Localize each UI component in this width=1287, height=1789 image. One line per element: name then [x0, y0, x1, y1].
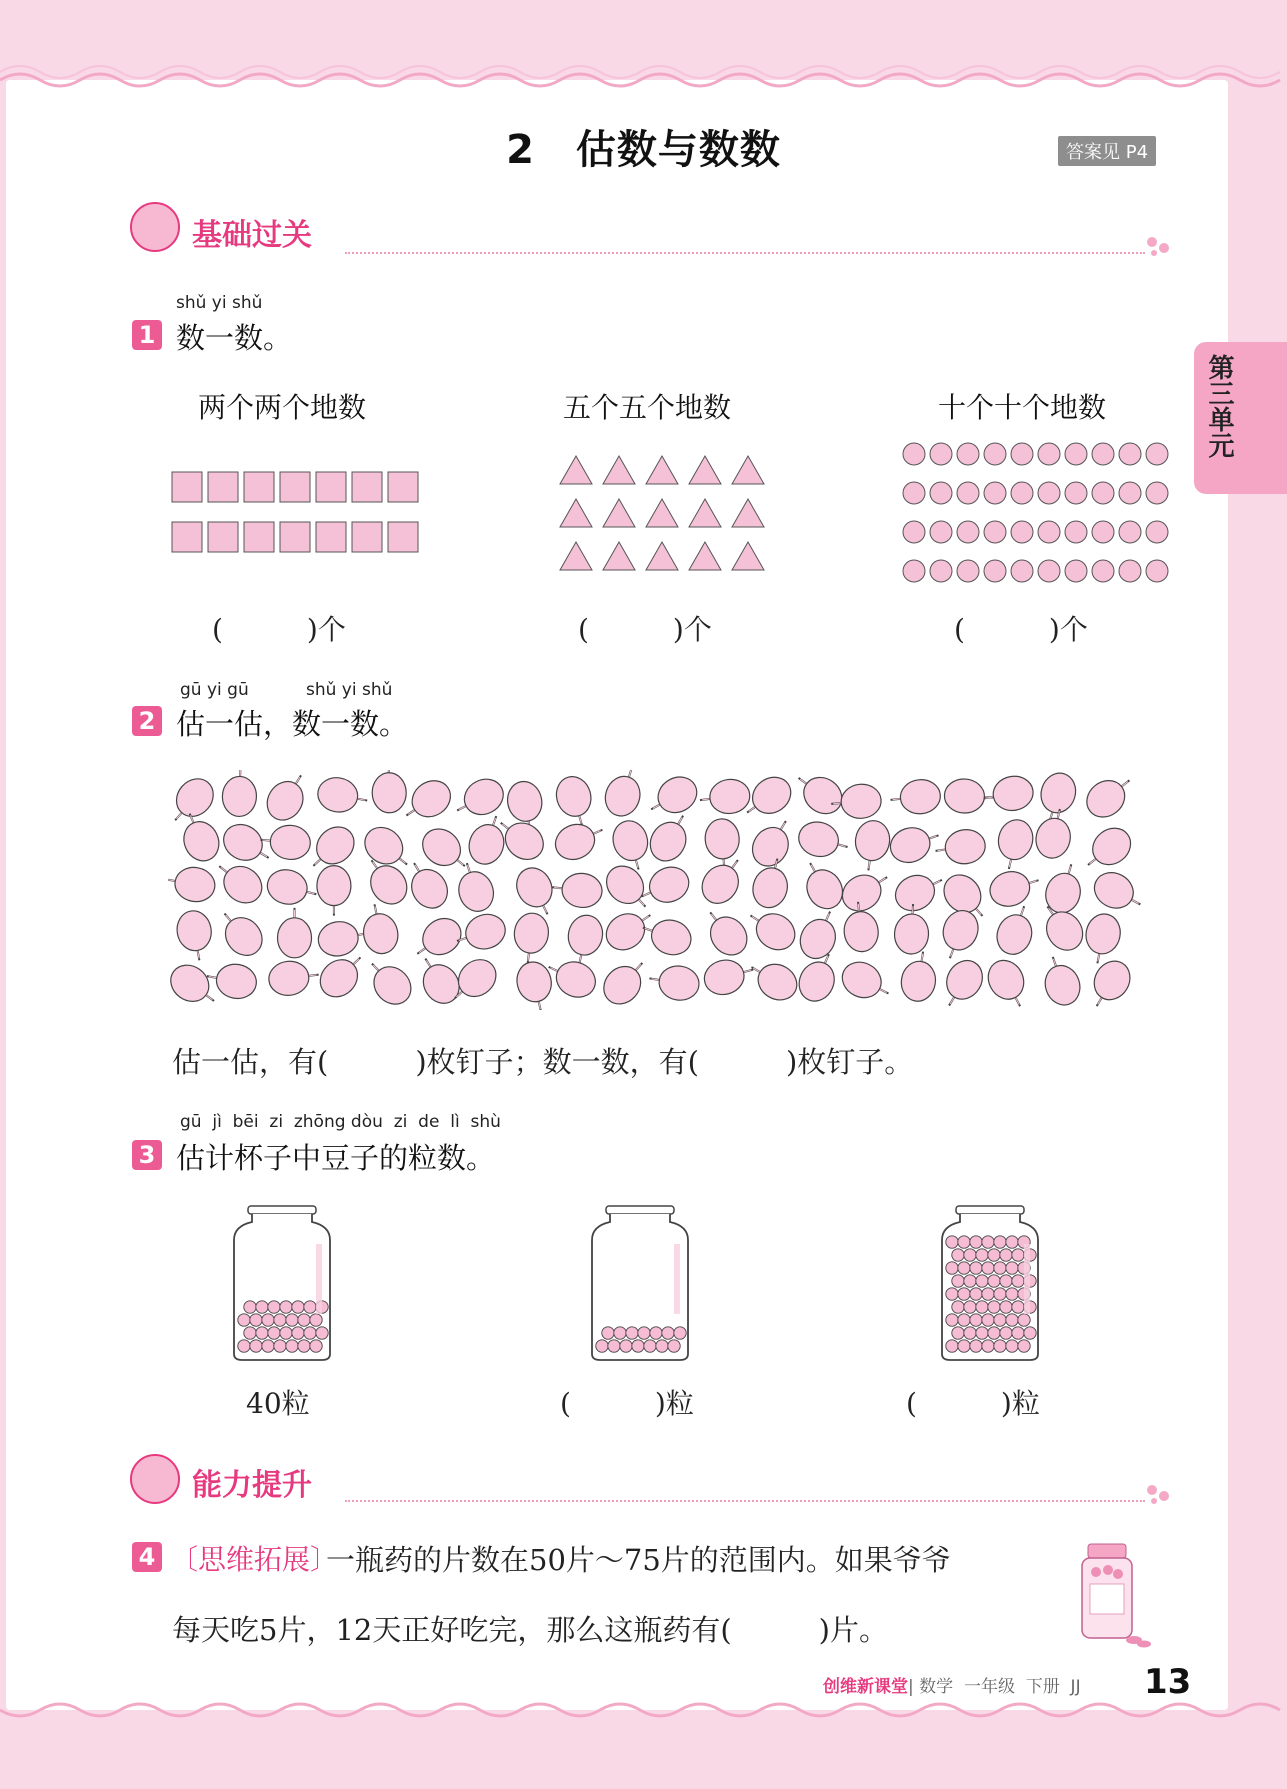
thumbtack-icon [794, 905, 845, 965]
thumbtack-icon [264, 866, 321, 911]
section-basic-divider [345, 252, 1145, 254]
bean-dot [994, 1236, 1006, 1248]
bean-dot [1000, 1301, 1012, 1313]
thumbtack-icon [596, 952, 655, 1010]
thumbtack-icon [204, 959, 259, 1001]
bean-dot [668, 1340, 680, 1352]
thumbtack-icon [1081, 911, 1124, 967]
triangle-shape [560, 542, 592, 570]
triangle-shape [560, 456, 592, 484]
q1-group1-answer[interactable]: ( )个 [212, 613, 346, 646]
thumbtack-icon [217, 818, 277, 873]
circle-shape [1146, 443, 1168, 465]
bean-dot [632, 1340, 644, 1352]
square-shape [208, 472, 238, 502]
thumbtack-icon [934, 906, 984, 965]
circle-shape [957, 560, 979, 582]
thumbtack-icon [511, 911, 551, 965]
thumbtack-icon [360, 952, 419, 1010]
square-shape [352, 522, 382, 552]
triangle-shape [689, 499, 721, 527]
circle-shape [930, 482, 952, 504]
q2-prompt: 估一估，数一数。 [176, 707, 409, 741]
circle-shape [957, 443, 979, 465]
bean-dot [946, 1262, 958, 1274]
thumbtack-icon [552, 773, 598, 830]
thumbtack-icon [981, 773, 1036, 815]
triangle-shape [646, 456, 678, 484]
circle-shape [1011, 521, 1033, 543]
q3-number-badge: 3 [132, 1140, 162, 1170]
circle-shape [984, 443, 1006, 465]
bean-dot [964, 1249, 976, 1261]
bean-dot [1006, 1288, 1018, 1300]
bean-dot [298, 1314, 310, 1326]
bean-dot [952, 1275, 964, 1287]
bean-dot [608, 1340, 620, 1352]
q3-jar1-label: 40粒 [246, 1387, 310, 1420]
bean-dot [982, 1236, 994, 1248]
circle-shape [1146, 482, 1168, 504]
circle-shape [1038, 521, 1060, 543]
square-shape [352, 472, 382, 502]
bean-dot [286, 1314, 298, 1326]
thumbtack-icon [563, 912, 607, 968]
bean-dot [946, 1340, 958, 1352]
circle-shape [957, 521, 979, 543]
page-title: 2 估数与数数 [506, 127, 781, 173]
monkey-mascot-icon-2 [130, 1454, 180, 1504]
thumbtack-icon [358, 901, 402, 957]
bean-dot [958, 1314, 970, 1326]
thumbtack-icon [315, 774, 371, 817]
circle-shape [1092, 560, 1114, 582]
bean-dot [958, 1288, 970, 1300]
thumbtack-icon [259, 823, 312, 861]
bean-dot [1012, 1275, 1024, 1287]
thumbtack-icon [372, 770, 407, 813]
thumbtack-icon [836, 863, 896, 918]
circle-shape [1119, 521, 1141, 543]
bean-dot [964, 1327, 976, 1339]
bean-dot [958, 1236, 970, 1248]
footer-book-info: | 数学 一年级 下册 JJ [908, 1677, 1081, 1697]
jar-lid [248, 1206, 316, 1214]
bean-dot [976, 1327, 988, 1339]
thumbtack-icon [600, 770, 648, 820]
q1-triangles-group [556, 452, 776, 577]
thumbtack-icon [982, 954, 1035, 1010]
bean-dot [952, 1249, 964, 1261]
bean-dot [946, 1314, 958, 1326]
q1-group2-label: 五个五个地数 [563, 391, 732, 424]
bean-dot [970, 1288, 982, 1300]
bean-dot [988, 1301, 1000, 1313]
unit-side-tab [1194, 342, 1287, 494]
bean-dot [280, 1327, 292, 1339]
circle-shape [903, 560, 925, 582]
bean-dot [946, 1236, 958, 1248]
thumbtack-icon [890, 865, 950, 917]
section-basic-label: 基础过关 [192, 218, 312, 253]
triangle-shape [732, 542, 764, 570]
q4-number-badge: 4 [132, 1542, 162, 1572]
divider-dots-icon [1146, 236, 1174, 256]
thumbtack-icon [643, 770, 703, 824]
jar-highlight [316, 1244, 322, 1314]
thumbtack-icon [889, 778, 942, 817]
bean-dot [238, 1340, 250, 1352]
bean-dot [970, 1314, 982, 1326]
thumbtack-icon [513, 959, 557, 1010]
thumbtack-icon [992, 816, 1036, 872]
section-advanced-divider [345, 1500, 1145, 1502]
circle-shape [1011, 560, 1033, 582]
circle-shape [903, 443, 925, 465]
footer-info [823, 1672, 1081, 1697]
triangle-shape [646, 542, 678, 570]
bean-dot [304, 1301, 316, 1313]
q3-prompt: 估计杯子中豆子的粒数。 [176, 1141, 496, 1175]
section-advanced-label: 能力提升 [192, 1468, 312, 1503]
bean-dot [292, 1327, 304, 1339]
bean-dot [1012, 1249, 1024, 1261]
thumbtack-icon [746, 812, 801, 872]
circle-shape [1065, 560, 1087, 582]
bean-dot [988, 1327, 1000, 1339]
bean-dot [982, 1340, 994, 1352]
triangle-shape [603, 456, 635, 484]
thumbtack-icon [222, 770, 258, 817]
thumbtack-icon [852, 818, 893, 872]
wavy-border-top [0, 50, 1287, 90]
circle-shape [1038, 560, 1060, 582]
medicine-bottle-icon [1072, 1540, 1152, 1650]
circle-shape [903, 482, 925, 504]
thumbtack-icon [168, 958, 224, 1010]
page-number: 13 [1144, 1662, 1192, 1702]
triangle-shape [560, 499, 592, 527]
bean-dot [298, 1340, 310, 1352]
bean-dot [994, 1262, 1006, 1274]
bean-dot [304, 1327, 316, 1339]
q1-number-badge: 1 [132, 320, 162, 350]
thumbtack-icon [550, 814, 610, 865]
bean-dot [988, 1275, 1000, 1287]
bean-dot [982, 1288, 994, 1300]
thumbtack-icon [795, 855, 849, 915]
thumbtack-icon [1088, 866, 1148, 919]
q3-jar-low [584, 1204, 696, 1366]
thumbtack-icon [168, 863, 218, 905]
triangle-shape [689, 542, 721, 570]
circle-shape [1065, 482, 1087, 504]
q4-line1: 一瓶药的片数在50片～75片的范围内。如果爷爷 [326, 1543, 951, 1577]
bean-dot [310, 1314, 322, 1326]
bean-dot [952, 1327, 964, 1339]
thumbtack-icon [741, 901, 801, 957]
circle-shape [930, 560, 952, 582]
triangle-shape [732, 499, 764, 527]
q1-group3-label: 十个十个地数 [938, 391, 1107, 424]
triangle-shape [732, 456, 764, 484]
thumbtack-icon [647, 962, 702, 1003]
thumbtack-icon [795, 818, 852, 864]
q1-circles-group [900, 440, 1175, 590]
thumbtack-icon [209, 853, 269, 911]
bean-dot [262, 1340, 274, 1352]
thumbtack-icon [550, 870, 603, 909]
thumbtack-icon [935, 954, 990, 1010]
circle-shape [1092, 443, 1114, 465]
circle-shape [1011, 443, 1033, 465]
circle-shape [1119, 560, 1141, 582]
bean-dot [1006, 1340, 1018, 1352]
q3-jar3-answer[interactable]: ( )粒 [906, 1387, 1040, 1420]
thumbtack-icon [317, 866, 351, 916]
thumbtack-icon [789, 770, 849, 821]
bean-dot [244, 1301, 256, 1313]
thumbtack-icon [933, 827, 987, 868]
thumbtack-icon [836, 956, 896, 1009]
bean-dot [316, 1327, 328, 1339]
bean-dot [274, 1340, 286, 1352]
thumbtack-icon [397, 773, 457, 829]
wavy-border-bottom [0, 1700, 1287, 1740]
circle-shape [984, 521, 1006, 543]
bean-dot [614, 1327, 626, 1339]
square-shape [208, 522, 238, 552]
thumbtack-icon [174, 807, 225, 866]
q1-group1-label: 两个两个地数 [198, 391, 367, 424]
bean-dot [1018, 1314, 1030, 1326]
divider-dots-icon-2 [1146, 1484, 1174, 1504]
thumbtack-icon [278, 908, 312, 958]
q1-squares-group [168, 468, 428, 568]
thumbtack-icon [599, 901, 659, 957]
bean-dot [268, 1327, 280, 1339]
circle-shape [1065, 521, 1087, 543]
circle-shape [957, 482, 979, 504]
answer-reference-badge: 答案见 P4 [1058, 136, 1156, 166]
bean-dot [310, 1340, 322, 1352]
thumbtack-icon [267, 958, 321, 998]
circle-shape [1092, 482, 1114, 504]
bean-dot [662, 1327, 674, 1339]
circle-shape [1146, 560, 1168, 582]
bean-dot [286, 1340, 298, 1352]
bean-dot [674, 1327, 686, 1339]
thumbtack-icon [743, 952, 803, 1006]
circle-shape [1146, 521, 1168, 543]
q3-jar-reference [226, 1204, 338, 1366]
bean-dot [976, 1249, 988, 1261]
triangle-shape [646, 499, 678, 527]
bean-dot [970, 1340, 982, 1352]
bean-dot [256, 1327, 268, 1339]
bean-dot [250, 1314, 262, 1326]
bean-dot [982, 1314, 994, 1326]
bean-dot [946, 1288, 958, 1300]
bean-dot [982, 1262, 994, 1274]
bean-dot [644, 1340, 656, 1352]
bean-dot [976, 1275, 988, 1287]
circle-shape [930, 521, 952, 543]
bean-dot [292, 1301, 304, 1313]
bean-dot [602, 1327, 614, 1339]
bean-dot [1024, 1327, 1036, 1339]
circle-shape [1119, 482, 1141, 504]
thumbtack-icon [449, 773, 509, 826]
q2-thumbtacks-illustration [168, 770, 1158, 1010]
thumbtack-icon [992, 901, 1040, 959]
thumbtack-icon [986, 864, 1044, 911]
bean-dot [238, 1314, 250, 1326]
triangle-shape [603, 499, 635, 527]
bean-dot [994, 1288, 1006, 1300]
bean-dot [958, 1340, 970, 1352]
square-shape [280, 522, 310, 552]
square-shape [316, 472, 346, 502]
bean-dot [988, 1249, 1000, 1261]
circle-shape [984, 482, 1006, 504]
thumbtack-icon [260, 770, 315, 827]
bean-dot [1006, 1262, 1018, 1274]
thumbtack-icon [1078, 821, 1138, 879]
bean-dot [280, 1301, 292, 1313]
bean-dot [596, 1340, 608, 1352]
circle-shape [1065, 443, 1087, 465]
q2-answer-line[interactable]: 估一估，有( )枚钉子；数一数，有( )枚钉子。 [172, 1045, 914, 1079]
q2-pinyin-2: shǔ yi shǔ [306, 680, 393, 700]
bean-dot [262, 1314, 274, 1326]
bean-dot [964, 1275, 976, 1287]
jar-highlight [674, 1244, 680, 1314]
thumbtack-icon [893, 903, 930, 955]
square-shape [244, 522, 274, 552]
bean-dot [620, 1340, 632, 1352]
thumbtack-icon [608, 817, 654, 874]
bean-dot [1006, 1236, 1018, 1248]
q4-thinking-tag: 〔思维拓展〕 [170, 1543, 339, 1576]
bean-dot [1000, 1249, 1012, 1261]
footer-brand: 创维新课堂 [823, 1677, 908, 1697]
bean-dot [994, 1314, 1006, 1326]
jar-highlight [1024, 1244, 1030, 1314]
q1-prompt: 数一数。 [176, 321, 293, 355]
square-shape [316, 522, 346, 552]
thumbtack-icon [1082, 955, 1137, 1010]
triangle-shape [603, 542, 635, 570]
thumbtack-icon [898, 949, 939, 1004]
thumbtack-icon [700, 953, 757, 999]
q1-group3-answer[interactable]: ( )个 [954, 613, 1088, 646]
triangle-shape [689, 456, 721, 484]
thumbtack-icon [174, 908, 216, 963]
bean-dot [1012, 1327, 1024, 1339]
q3-pinyin: gū jì bēi zi zhōng dòu zi de lì shù [180, 1112, 501, 1132]
thumbtack-icon [1032, 805, 1076, 861]
thumbtack-icon [211, 903, 269, 963]
thumbtack-icon [697, 902, 755, 962]
bean-dot [274, 1314, 286, 1326]
thumbtack-icon [510, 862, 562, 922]
q2-number-badge: 2 [132, 706, 162, 736]
thumbtack-icon [643, 807, 697, 867]
bean-dot [1000, 1275, 1012, 1287]
square-shape [172, 472, 202, 502]
bean-dot [1018, 1340, 1030, 1352]
q2-pinyin-1: gū yi gū [180, 680, 249, 700]
thumbtack-icon [944, 778, 996, 815]
unit-side-tab-label: 第三单元 [1204, 354, 1234, 458]
square-shape [244, 472, 274, 502]
bean-dot [256, 1301, 268, 1313]
bean-dot [1006, 1314, 1018, 1326]
jar-lid [606, 1206, 674, 1214]
thumbtack-icon [315, 916, 371, 959]
circle-shape [1119, 443, 1141, 465]
circle-shape [1038, 443, 1060, 465]
square-shape [388, 522, 418, 552]
q1-pinyin: shǔ yi shǔ [176, 293, 263, 313]
thumbtack-icon [451, 858, 499, 916]
square-shape [388, 472, 418, 502]
q3-jar-full [934, 1204, 1046, 1366]
bean-dot [952, 1301, 964, 1313]
q3-jar2-answer[interactable]: ( )粒 [560, 1387, 694, 1420]
bean-dot [1000, 1327, 1012, 1339]
bean-dot [250, 1340, 262, 1352]
bean-dot [656, 1340, 668, 1352]
square-shape [172, 522, 202, 552]
bean-dot [244, 1327, 256, 1339]
circle-shape [903, 521, 925, 543]
bean-dot [650, 1327, 662, 1339]
thumbtack-icon [886, 819, 944, 867]
bean-dot [970, 1236, 982, 1248]
bean-dot [958, 1262, 970, 1274]
circle-shape [1038, 482, 1060, 504]
q4-line2[interactable]: 每天吃5片，12天正好吃完，那么这瓶药有( )片。 [172, 1613, 888, 1647]
bean-dot [1012, 1301, 1024, 1313]
bean-dot [626, 1327, 638, 1339]
circle-shape [1092, 521, 1114, 543]
square-shape [280, 472, 310, 502]
circle-shape [984, 560, 1006, 582]
circle-shape [930, 443, 952, 465]
bean-dot [976, 1301, 988, 1313]
jar-lid [956, 1206, 1024, 1214]
bean-dot [970, 1262, 982, 1274]
thumbtack-icon [698, 777, 752, 817]
circle-shape [1011, 482, 1033, 504]
bean-dot [268, 1301, 280, 1313]
monkey-mascot-icon [130, 202, 180, 252]
thumbtack-icon [1037, 951, 1085, 1009]
bean-dot [964, 1301, 976, 1313]
bean-dot [994, 1340, 1006, 1352]
bean-dot [638, 1327, 650, 1339]
q1-group2-answer[interactable]: ( )个 [578, 613, 712, 646]
thumbtack-icon [1080, 770, 1140, 825]
